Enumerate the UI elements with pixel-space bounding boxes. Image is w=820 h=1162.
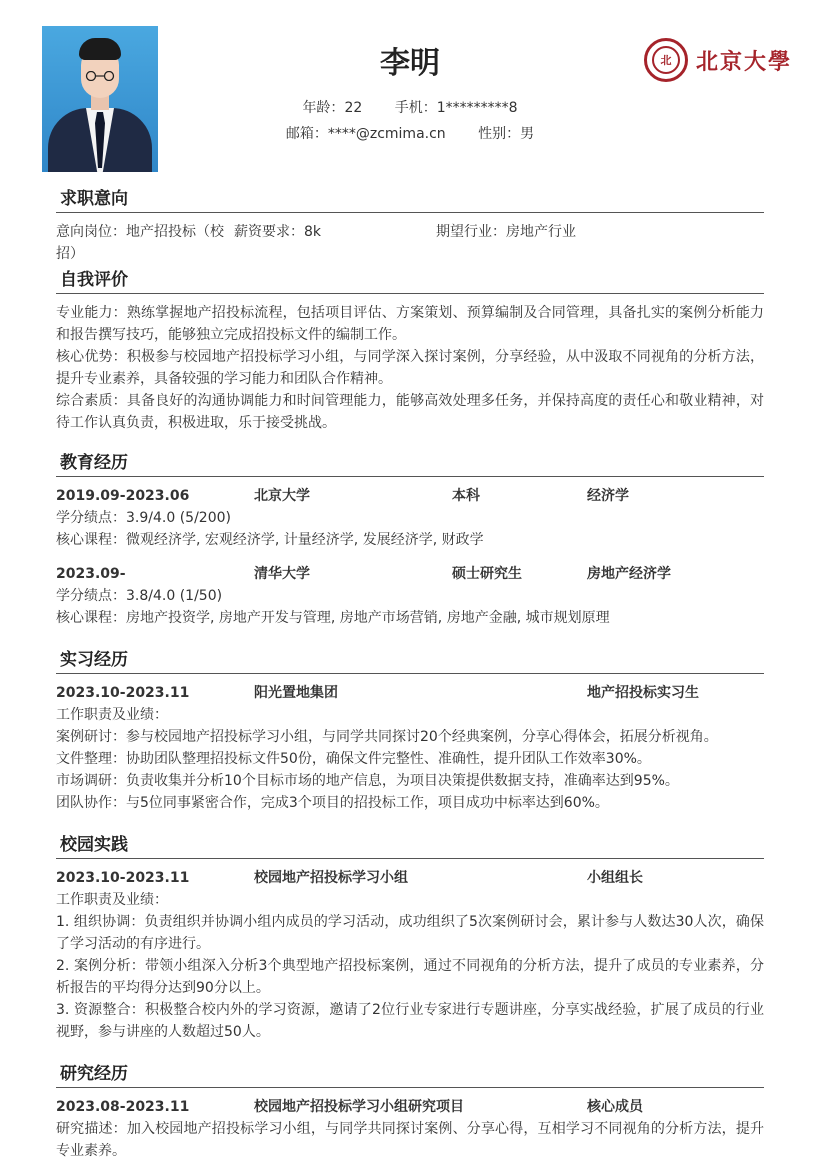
edu-major: 经济学 [587, 488, 629, 504]
edu-degree: 硕士研究生 [452, 566, 522, 582]
edu-date: 2023.09- [56, 566, 126, 582]
edu-courses: 核心课程：房地产投资学, 房地产开发与管理, 房地产市场营销, 房地产金融, 城市规划原理 [56, 610, 610, 626]
intent-row [56, 221, 764, 265]
section-job-intent [56, 186, 764, 265]
section-internship [56, 647, 764, 814]
intent-position: 意向岗位：地产招投标（校招） [56, 224, 224, 262]
intent-salary: 薪资要求：8k [234, 224, 322, 240]
intern-role: 地产招投标实习生 [587, 685, 699, 701]
age-label: 年龄： [302, 100, 345, 116]
section-campus-practice [56, 832, 764, 1043]
campus-duty: 3. 资源整合：积极整合校内外的学习资源，邀请了2位行业专家进行专题讲座，分享实战经验，扩展了成员的行业视野，参与讲座的人数超过50人。 [56, 1002, 764, 1040]
edu-date: 2019.09-2023.06 [56, 488, 190, 504]
research-header-row [56, 1096, 764, 1118]
intern-company: 阳光置地集团 [254, 685, 338, 701]
intern-date: 2023.10-2023.11 [56, 685, 190, 701]
email-label: 邮箱： [285, 126, 328, 142]
seal-icon: 北 [644, 38, 688, 82]
self-paragraph: 专业能力：熟练掌握地产招投标流程，包括项目评估、方案策划、预算编制及合同管理，具备扎实的案例分析能力和报告撰写技巧，能够独立完成招投标文件的编制工作。 [56, 305, 764, 343]
edu-degree: 本科 [452, 488, 480, 504]
section-title: 自我评价 [56, 267, 764, 294]
campus-duty: 2. 案例分析：带领小组深入分析3个典型地产招投标案例，通过不同视角的分析方法，提升了成员的专业素养，分析报告的平均得分达到90分以上。 [56, 958, 764, 996]
university-logo [644, 36, 794, 84]
research-date: 2023.08-2023.11 [56, 1099, 190, 1115]
phone-value: 1*********8 [436, 100, 518, 116]
info-line-1 [0, 97, 820, 117]
section-education [56, 450, 764, 629]
intern-duties-label: 工作职责及业绩： [56, 707, 168, 723]
intern-duty: 文件整理：协助团队整理招投标文件50份，确保文件完整性、准确性，提升团队工作效率30%。 [56, 751, 651, 767]
edu-major: 房地产经济学 [587, 566, 671, 582]
section-title: 教育经历 [56, 450, 764, 477]
section-title: 校园实践 [56, 832, 764, 859]
campus-date: 2023.10-2023.11 [56, 870, 190, 886]
candidate-name: 李明 [380, 46, 440, 81]
age-value: 22 [344, 100, 363, 116]
edu-gpa: 学分绩点：3.9/4.0 (5/200) [56, 510, 231, 526]
campus-role: 小组组长 [587, 870, 643, 886]
section-title: 研究经历 [56, 1061, 764, 1088]
gender-value: 男 [520, 126, 535, 142]
logo-text: 北京大學 [696, 48, 793, 75]
campus-duties-label: 工作职责及业绩： [56, 892, 168, 908]
gender-label: 性别： [478, 126, 521, 142]
phone-label: 手机： [394, 100, 437, 116]
intent-industry: 期望行业：房地产行业 [436, 224, 576, 240]
edu-courses: 核心课程：微观经济学, 宏观经济学, 计量经济学, 发展经济学, 财政学 [56, 532, 484, 548]
intern-duty: 市场调研：负责收集并分析10个目标市场的地产信息，为项目决策提供数据支持，准确率达到95%。 [56, 773, 679, 789]
self-paragraph: 核心优势：积极参与校园地产招投标学习小组，与同学深入探讨案例，分享经验，从中汲取不同视角的分析方法，提升专业素养，具备较强的学习能力和团队合作精神。 [56, 349, 764, 387]
intern-duty: 案例研讨：参与校园地产招投标学习小组，与同学共同探讨20个经典案例，分享心得体会，拓展分析视角。 [56, 729, 718, 745]
campus-header-row [56, 867, 764, 889]
self-paragraph: 综合素质：具备良好的沟通协调能力和时间管理能力，能够高效处理多任务，并保持高度的责任心和敬业精神，对待工作认真负责，积极进取，乐于接受挑战。 [56, 393, 764, 431]
section-title: 求职意向 [56, 186, 764, 213]
campus-org: 校园地产招投标学习小组 [254, 870, 408, 886]
section-research [56, 1061, 764, 1162]
campus-duty: 1. 组织协调：负责组织并协调小组内成员的学习活动，成功组织了5次案例研讨会，累计参与人数达30人次，确保了学习活动的有序进行。 [56, 914, 764, 952]
research-description: 研究描述：加入校园地产招投标学习小组，与同学共同探讨案例、分享心得，互相学习不同视角的分析方法，提升专业素养。 [56, 1121, 764, 1159]
section-self-evaluation [56, 267, 764, 434]
research-role: 核心成员 [587, 1099, 643, 1115]
edu-gpa: 学分绩点：3.8/4.0 (1/50) [56, 588, 223, 604]
section-title: 实习经历 [56, 647, 764, 674]
edu-school: 清华大学 [254, 566, 310, 582]
education-header-row [56, 563, 764, 585]
research-project: 校园地产招投标学习小组研究项目 [254, 1099, 464, 1115]
education-header-row [56, 485, 764, 507]
intern-duty: 团队协作：与5位同事紧密合作，完成3个项目的招投标工作，项目成功中标率达到60%。 [56, 795, 609, 811]
email-value: ****@zcmima.cn [327, 126, 446, 142]
intern-header-row [56, 682, 764, 704]
info-line-2 [0, 123, 820, 143]
edu-school: 北京大学 [254, 488, 310, 504]
